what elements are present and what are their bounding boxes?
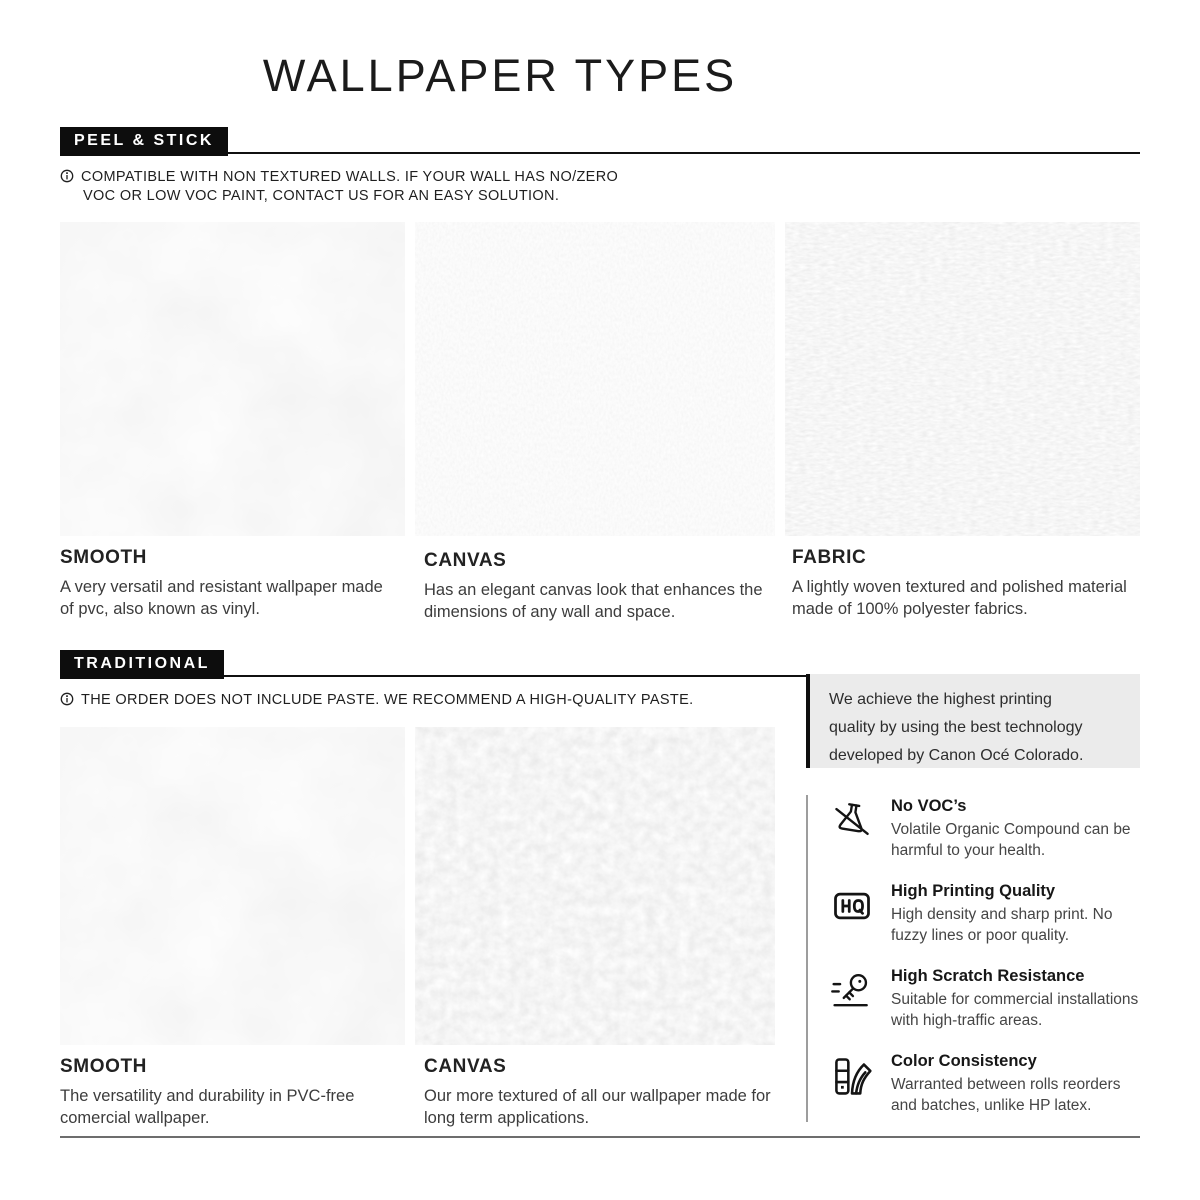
label-traditional-canvas xyxy=(424,1056,779,1129)
feature-no-vocs xyxy=(830,797,1150,861)
feature-high-printing-quality xyxy=(830,882,1150,946)
swatch-image-traditional-smooth xyxy=(60,727,405,1045)
peel-stick-note-text xyxy=(81,168,618,206)
feature-description: Warranted between rolls reorders and batches, unlike HP latex. xyxy=(891,1076,1121,1114)
swatch-name: SMOOTH xyxy=(60,1056,147,1077)
swatch-image-peel-stick-canvas xyxy=(415,222,775,536)
no-voc-flask-icon xyxy=(830,798,874,844)
swatch-image-traditional-canvas xyxy=(415,727,775,1045)
feature-title: No VOC’s xyxy=(891,797,967,815)
callout-line: quality by using the best technology xyxy=(829,719,1083,736)
label-peel-stick-smooth xyxy=(60,547,400,620)
feature-title: High Printing Quality xyxy=(891,882,1056,900)
swatch-description: Has an elegant canvas look that enhances the dimensions of any wall and space. xyxy=(424,581,763,621)
traditional-note xyxy=(60,691,780,712)
feature-description: Suitable for commercial installations with high-traffic areas. xyxy=(891,991,1139,1029)
swatch-description: A very versatil and resistant wallpaper made of pvc, also known as vinyl. xyxy=(60,578,383,618)
label-traditional-smooth xyxy=(60,1056,400,1129)
swatch-description: The versatility and durability in PVC-free comercial wallpaper. xyxy=(60,1087,355,1127)
hq-badge-icon xyxy=(830,883,874,929)
label-peel-stick-fabric xyxy=(792,547,1142,620)
peel-stick-section-badge: PEEL & STICK xyxy=(60,127,228,156)
feature-description: High density and sharp print. No fuzzy lines or poor quality. xyxy=(891,906,1113,944)
swatch-description: A lightly woven textured and polished material made of 100% polyester fabrics. xyxy=(792,578,1127,618)
label-peel-stick-canvas xyxy=(424,550,779,623)
scratch-key-icon xyxy=(830,968,874,1014)
traditional-note-text xyxy=(81,691,693,712)
callout-line: developed by Canon Océ Colorado. xyxy=(829,747,1084,764)
feature-color-consistency xyxy=(830,1052,1150,1116)
page-title: WALLPAPER TYPES xyxy=(262,50,738,101)
swatch-name: SMOOTH xyxy=(60,547,147,568)
note-line: THE ORDER DOES NOT INCLUDE PASTE. WE RECOMMEND A HIGH-QUALITY PASTE. xyxy=(81,692,694,708)
swatch-name: CANVAS xyxy=(424,1056,507,1077)
color-swatches-icon xyxy=(830,1053,874,1099)
features-divider-line xyxy=(806,795,808,1122)
feature-high-scratch-resistance xyxy=(830,967,1150,1031)
bottom-rule xyxy=(60,1136,1140,1138)
callout-line: We achieve the highest printing xyxy=(829,691,1052,708)
swatch-description: Our more textured of all our wallpaper made for long term applications. xyxy=(424,1087,771,1127)
traditional-section-badge: TRADITIONAL xyxy=(60,650,224,679)
swatch-image-peel-stick-fabric xyxy=(785,222,1140,536)
note-line: COMPATIBLE WITH NON TEXTURED WALLS. IF YOUR WALL HAS NO/ZERO xyxy=(81,169,619,185)
swatch-name: CANVAS xyxy=(424,550,507,571)
info-icon xyxy=(60,168,74,206)
feature-description: Volatile Organic Compound can be harmful to your health. xyxy=(891,821,1131,859)
feature-title: Color Consistency xyxy=(891,1052,1037,1070)
feature-title: High Scratch Resistance xyxy=(891,967,1085,985)
printing-quality-callout xyxy=(806,674,1140,768)
note-line: VOC OR LOW VOC PAINT, CONTACT US FOR AN EASY SOLUTION. xyxy=(83,188,560,204)
swatch-name: FABRIC xyxy=(792,547,867,568)
swatch-image-peel-stick-smooth xyxy=(60,222,405,536)
peel-stick-note xyxy=(60,168,720,206)
info-icon xyxy=(60,691,74,712)
